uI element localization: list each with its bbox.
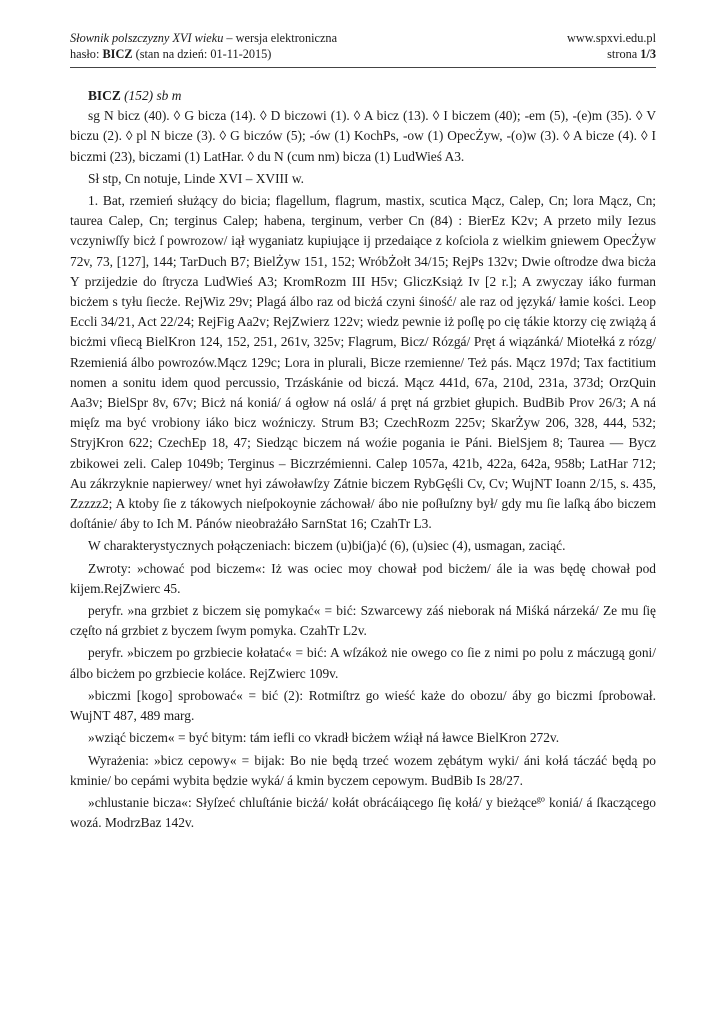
site-url[interactable]: www.spxvi.edu.pl <box>566 31 656 45</box>
sources-note: Sł stp, Cn notuje, Linde XVI – XVIII w. <box>88 170 304 186</box>
sense-1: 1. Bat, rzemień służący do bicia; flagellum, flagrum, mastix, scutica Mącz, Calep, Cn; lora Mącz, Cn; taurea Calep, Cn; terginus Calep; habena, terginum, verber Cn (84) : BierEz K2v; A przeto mily Iezus vczyniwſſy bicż ſ powrozow/ iął wyganiatz kupiujące ij przedaiące z koſciola z wielkim gniewem OpecŻyw 72v, 73, [127], 144; TarDuch B7; BielŻyw 151, 152; WróbŻołt 34/15; RejPs 132v; Dwie oſtrodze dwa bicża Y przijedzie do ſtrycza LudWieś A3; KromRozm III H5v; GliczKsiąż Iv [2 r.]; A zwyczay iáko furman bicżem s tyłu ſiecże. RejWiz 29v; Plagá álbo raz od bicżá czyni śiność/ ale raz od języká/ łamie kości. Leop Eccli 34/21, Act 22/24; RejFig Aa2v; RejZwierz 122v; wiedz pewnie iż poſlę po cię tákie ktorzy cię zwiążą á bicżmi vſiecą BielKron 124, 152, 251, 261v, 325v; Flagrum, Bicz/ Rózgá/ Pręt á wiązánká/ Miotełká z rózg/ Rzemieniá álbo powrozów.Mącz 129c; Lora in plurali, Bicze rzemienne/ Też pás. Mącz 197d; Tax factitium nomen a sonitu idem quod percussio, Trzáskánie od biczá. Mącz 441d, 67a, 210d, 231a, 373d; OrzQuin Aa3v; BielSpr 8v, 67v; Bicż ná koniá/ á ogłow ná oslá/ á pręt ná grzbiet głupich. BudBib Prov 26/3; A ná mięſz ma być vrobiony iáko bicz woźniczy. Strum B3; CzechRozm 225v; SkarŻyw 206, 328, 444, 532; StryjKron 622; CzechEp 18, 47; Siedząc biczem ná woźie pogania ie Páni. BielSjem 8; Taurea — Bycz zbikowei zeli. Calep 1049b; Terginus – Biczrzémienni. Calep 1057a, 421b, 422a, 642a, 958b; LatHar 712; Au zákrzyknie napierwey/ wnet hyi záwoławſzy Zátnie biczem RybGęśli Cv, Cv; WujNT Ioann 2/15, s. 435, Zzzzz2; A ktoby ſie z tákowych nieſpokoynie záchował/ ábo nie poſłuſzny był/ gdy mu ſie laſką ábo biczem doſtánie/ áby to Ich M. Pánów nieobrażáło SarnStat 16; CzahTr L3. <box>70 193 656 532</box>
header-row-2 <box>70 46 656 62</box>
peryfraza-2: peryfr. »biczem po grzbiecie kołatać« = bić: A wſzákoż nie owego co ſie z nimi po polu z máczugą goni/ álbo bicżem po grzbiecie koláce. RejZwierc 109v. <box>70 645 656 681</box>
phrases: W charakterystycznych połączeniach: biczem (u)bi(ja)ć (6), (u)siec (4), usmagan, zaciąć. <box>88 538 566 554</box>
inflection-forms: sg N bicz (40). ◊ G bicza (14). ◊ D biczowi (1). ◊ A bicz (13). ◊ I biczem (40); -em (5), -(e)m (35). ◊ V biczu (2). ◊ pl N bicze (3). ◊ G biczów (5); -ów (1) KochPs, -ow (1) OpecŻyw, -(o)w (3). ◊ A bicze (4). ◊ I biczmi (23), biczami (1) LatHar. ◊ du N (cum nm) bicza (1) LudWieś A3. <box>70 108 656 164</box>
dictionary-title: Słownik polszczyzny XVI wieku – wersja elektroniczna <box>70 31 338 45</box>
zwrot-wziac: »wziąć biczem« = być bitym: tám iefli co vkradł bicżem wźiął ná ławce BielKron 272v. <box>88 730 560 746</box>
entry-label: hasło: BICZ (stan na dzień: 01-11-2015) <box>70 47 272 61</box>
zwrot-biczmi: »biczmi [kogo] sprobować« = bić (2): Rotmiſtrz go wieść każe do obozu/ áby go biczmi ſprobował. WujNT 487, 489 marg. <box>70 687 656 724</box>
page-header <box>70 30 656 62</box>
header-row-1 <box>70 30 656 46</box>
zwroty: Zwroty: »chować pod biczem«: Iż was ociec moy chował pod bicżem/ ále ia was będę chował pod kijem.RejZwierc 45. <box>70 560 656 596</box>
entry-headline: BICZ (152) sb m <box>88 88 182 103</box>
chlustanie: »chlustanie bicza«: Słyſzeć chluſtánie bicżá/ kołát obrácáiącego ſię kołá/ y bieżące$^{go}$ koniá/ á ſkaczącego wozá. ModrzBaz 142v. <box>70 794 656 831</box>
page-indicator: strona 1/3 <box>607 47 656 61</box>
header-divider <box>70 67 656 68</box>
peryfraza-1: peryfr. »na grzbiet z biczem się pomykać« = bić: Szwarcewy záś nieborak ná Miśká nárzeká/ Ze mu ſię częſto ná grzbiet z byczem ſwym pomyka. CzahTr L2v. <box>70 603 656 639</box>
wyrazenia: Wyrażenia: »bicz cepowy« = bijak: Bo nie będą trzeć wozem zębátym wyki/ áni kołá táczáć będą po kminie/ bo cepámi wybita będzie wyká/ á kmin byczem cepowym. BudBib Is 28/27. <box>70 752 656 788</box>
entry-body <box>70 86 656 835</box>
